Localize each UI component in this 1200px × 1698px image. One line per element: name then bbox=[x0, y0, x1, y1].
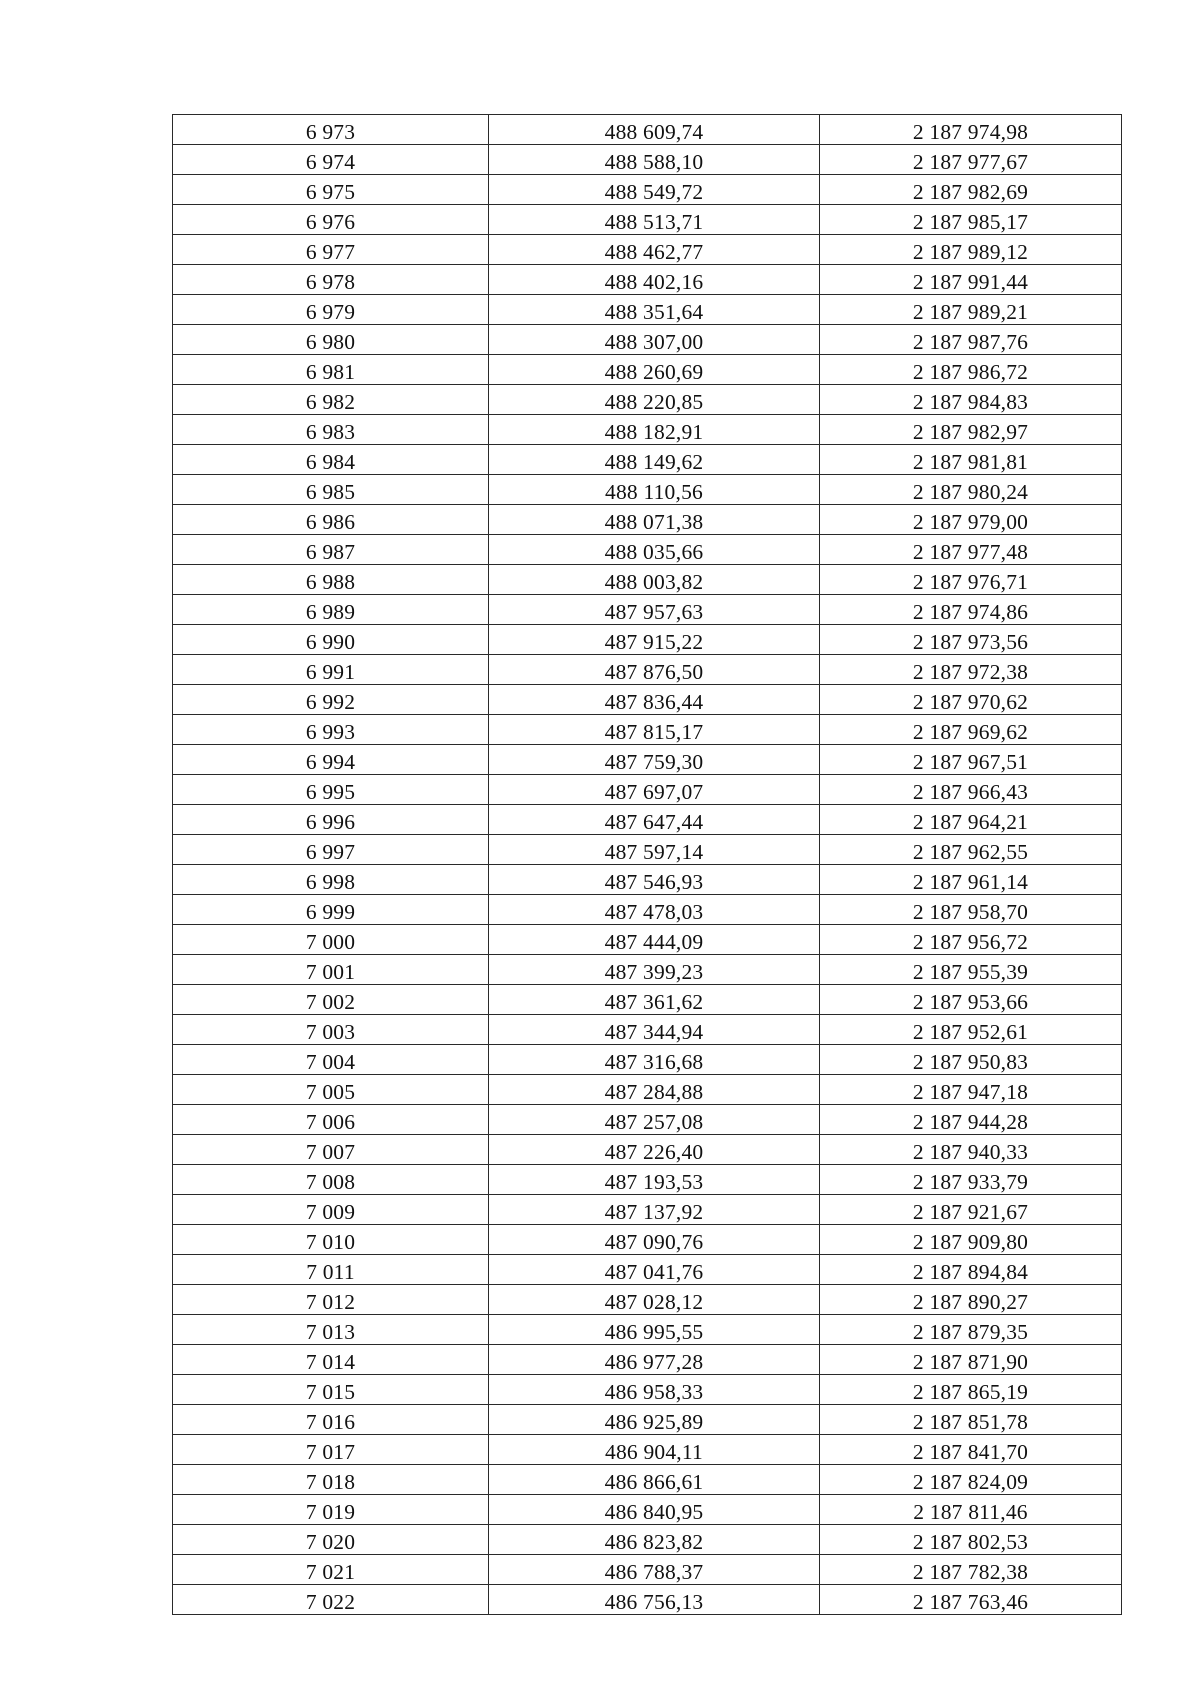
point-number-cell: 6 996 bbox=[173, 805, 489, 835]
point-number-cell: 6 999 bbox=[173, 895, 489, 925]
x-coordinate-cell: 487 836,44 bbox=[489, 685, 820, 715]
y-coordinate-cell: 2 187 987,76 bbox=[820, 325, 1122, 355]
x-coordinate-cell: 486 958,33 bbox=[489, 1375, 820, 1405]
table-row bbox=[173, 1495, 1122, 1525]
table-row bbox=[173, 1195, 1122, 1225]
point-number-cell: 7 006 bbox=[173, 1105, 489, 1135]
x-coordinate-cell: 488 588,10 bbox=[489, 145, 820, 175]
x-coordinate-cell: 487 444,09 bbox=[489, 925, 820, 955]
x-coordinate-cell: 487 316,68 bbox=[489, 1045, 820, 1075]
table-row bbox=[173, 1315, 1122, 1345]
point-number-cell: 6 992 bbox=[173, 685, 489, 715]
y-coordinate-cell: 2 187 879,35 bbox=[820, 1315, 1122, 1345]
table-row bbox=[173, 355, 1122, 385]
y-coordinate-cell: 2 187 980,24 bbox=[820, 475, 1122, 505]
table-row bbox=[173, 205, 1122, 235]
y-coordinate-cell: 2 187 977,48 bbox=[820, 535, 1122, 565]
table-row bbox=[173, 1405, 1122, 1435]
y-coordinate-cell: 2 187 841,70 bbox=[820, 1435, 1122, 1465]
y-coordinate-cell: 2 187 974,98 bbox=[820, 115, 1122, 145]
x-coordinate-cell: 487 284,88 bbox=[489, 1075, 820, 1105]
y-coordinate-cell: 2 187 909,80 bbox=[820, 1225, 1122, 1255]
table-row bbox=[173, 1285, 1122, 1315]
table-row bbox=[173, 745, 1122, 775]
point-number-cell: 7 008 bbox=[173, 1165, 489, 1195]
point-number-cell: 6 986 bbox=[173, 505, 489, 535]
y-coordinate-cell: 2 187 824,09 bbox=[820, 1465, 1122, 1495]
x-coordinate-cell: 486 788,37 bbox=[489, 1555, 820, 1585]
x-coordinate-cell: 488 110,56 bbox=[489, 475, 820, 505]
table-row bbox=[173, 1555, 1122, 1585]
y-coordinate-cell: 2 187 871,90 bbox=[820, 1345, 1122, 1375]
x-coordinate-cell: 486 756,13 bbox=[489, 1585, 820, 1615]
table-row bbox=[173, 1105, 1122, 1135]
y-coordinate-cell: 2 187 976,71 bbox=[820, 565, 1122, 595]
x-coordinate-cell: 486 840,95 bbox=[489, 1495, 820, 1525]
table-row bbox=[173, 535, 1122, 565]
point-number-cell: 6 987 bbox=[173, 535, 489, 565]
y-coordinate-cell: 2 187 865,19 bbox=[820, 1375, 1122, 1405]
x-coordinate-cell: 487 876,50 bbox=[489, 655, 820, 685]
point-number-cell: 7 005 bbox=[173, 1075, 489, 1105]
y-coordinate-cell: 2 187 851,78 bbox=[820, 1405, 1122, 1435]
x-coordinate-cell: 486 904,11 bbox=[489, 1435, 820, 1465]
point-number-cell: 6 991 bbox=[173, 655, 489, 685]
y-coordinate-cell: 2 187 961,14 bbox=[820, 865, 1122, 895]
table-row bbox=[173, 175, 1122, 205]
y-coordinate-cell: 2 187 950,83 bbox=[820, 1045, 1122, 1075]
y-coordinate-cell: 2 187 890,27 bbox=[820, 1285, 1122, 1315]
x-coordinate-cell: 486 866,61 bbox=[489, 1465, 820, 1495]
table-row bbox=[173, 295, 1122, 325]
y-coordinate-cell: 2 187 966,43 bbox=[820, 775, 1122, 805]
point-number-cell: 7 004 bbox=[173, 1045, 489, 1075]
x-coordinate-cell: 487 028,12 bbox=[489, 1285, 820, 1315]
table-row bbox=[173, 1015, 1122, 1045]
point-number-cell: 7 002 bbox=[173, 985, 489, 1015]
table-row bbox=[173, 1375, 1122, 1405]
point-number-cell: 6 982 bbox=[173, 385, 489, 415]
x-coordinate-cell: 487 815,17 bbox=[489, 715, 820, 745]
x-coordinate-cell: 487 915,22 bbox=[489, 625, 820, 655]
y-coordinate-cell: 2 187 985,17 bbox=[820, 205, 1122, 235]
table-row bbox=[173, 1045, 1122, 1075]
x-coordinate-cell: 487 193,53 bbox=[489, 1165, 820, 1195]
x-coordinate-cell: 488 609,74 bbox=[489, 115, 820, 145]
x-coordinate-cell: 487 597,14 bbox=[489, 835, 820, 865]
point-number-cell: 6 995 bbox=[173, 775, 489, 805]
table-row bbox=[173, 1255, 1122, 1285]
y-coordinate-cell: 2 187 981,81 bbox=[820, 445, 1122, 475]
table-row bbox=[173, 655, 1122, 685]
x-coordinate-cell: 487 957,63 bbox=[489, 595, 820, 625]
y-coordinate-cell: 2 187 979,00 bbox=[820, 505, 1122, 535]
y-coordinate-cell: 2 187 921,67 bbox=[820, 1195, 1122, 1225]
x-coordinate-cell: 487 546,93 bbox=[489, 865, 820, 895]
y-coordinate-cell: 2 187 989,21 bbox=[820, 295, 1122, 325]
x-coordinate-cell: 488 462,77 bbox=[489, 235, 820, 265]
table-row bbox=[173, 1225, 1122, 1255]
x-coordinate-cell: 488 260,69 bbox=[489, 355, 820, 385]
point-number-cell: 6 974 bbox=[173, 145, 489, 175]
point-number-cell: 7 018 bbox=[173, 1465, 489, 1495]
y-coordinate-cell: 2 187 894,84 bbox=[820, 1255, 1122, 1285]
x-coordinate-cell: 487 478,03 bbox=[489, 895, 820, 925]
y-coordinate-cell: 2 187 986,72 bbox=[820, 355, 1122, 385]
point-number-cell: 6 997 bbox=[173, 835, 489, 865]
table-row bbox=[173, 1435, 1122, 1465]
point-number-cell: 6 990 bbox=[173, 625, 489, 655]
point-number-cell: 6 976 bbox=[173, 205, 489, 235]
y-coordinate-cell: 2 187 953,66 bbox=[820, 985, 1122, 1015]
point-number-cell: 7 007 bbox=[173, 1135, 489, 1165]
y-coordinate-cell: 2 187 972,38 bbox=[820, 655, 1122, 685]
x-coordinate-cell: 488 351,64 bbox=[489, 295, 820, 325]
y-coordinate-cell: 2 187 964,21 bbox=[820, 805, 1122, 835]
point-number-cell: 7 020 bbox=[173, 1525, 489, 1555]
x-coordinate-cell: 488 071,38 bbox=[489, 505, 820, 535]
table-row bbox=[173, 715, 1122, 745]
table-row bbox=[173, 145, 1122, 175]
point-number-cell: 6 998 bbox=[173, 865, 489, 895]
point-number-cell: 7 016 bbox=[173, 1405, 489, 1435]
point-number-cell: 6 983 bbox=[173, 415, 489, 445]
table-row bbox=[173, 1135, 1122, 1165]
y-coordinate-cell: 2 187 982,69 bbox=[820, 175, 1122, 205]
coordinates-table-body bbox=[173, 115, 1122, 1615]
point-number-cell: 6 981 bbox=[173, 355, 489, 385]
point-number-cell: 7 009 bbox=[173, 1195, 489, 1225]
y-coordinate-cell: 2 187 933,79 bbox=[820, 1165, 1122, 1195]
y-coordinate-cell: 2 187 802,53 bbox=[820, 1525, 1122, 1555]
table-row bbox=[173, 1345, 1122, 1375]
table-row bbox=[173, 955, 1122, 985]
point-number-cell: 6 984 bbox=[173, 445, 489, 475]
point-number-cell: 7 012 bbox=[173, 1285, 489, 1315]
x-coordinate-cell: 487 226,40 bbox=[489, 1135, 820, 1165]
y-coordinate-cell: 2 187 984,83 bbox=[820, 385, 1122, 415]
y-coordinate-cell: 2 187 958,70 bbox=[820, 895, 1122, 925]
point-number-cell: 7 000 bbox=[173, 925, 489, 955]
point-number-cell: 7 014 bbox=[173, 1345, 489, 1375]
table-row bbox=[173, 1075, 1122, 1105]
table-row bbox=[173, 805, 1122, 835]
point-number-cell: 7 011 bbox=[173, 1255, 489, 1285]
point-number-cell: 6 977 bbox=[173, 235, 489, 265]
table-row bbox=[173, 475, 1122, 505]
x-coordinate-cell: 487 399,23 bbox=[489, 955, 820, 985]
y-coordinate-cell: 2 187 974,86 bbox=[820, 595, 1122, 625]
x-coordinate-cell: 486 995,55 bbox=[489, 1315, 820, 1345]
table-row bbox=[173, 235, 1122, 265]
x-coordinate-cell: 487 137,92 bbox=[489, 1195, 820, 1225]
point-number-cell: 6 980 bbox=[173, 325, 489, 355]
x-coordinate-cell: 486 823,82 bbox=[489, 1525, 820, 1555]
table-row bbox=[173, 835, 1122, 865]
point-number-cell: 7 015 bbox=[173, 1375, 489, 1405]
point-number-cell: 6 985 bbox=[173, 475, 489, 505]
y-coordinate-cell: 2 187 956,72 bbox=[820, 925, 1122, 955]
point-number-cell: 6 973 bbox=[173, 115, 489, 145]
point-number-cell: 7 022 bbox=[173, 1585, 489, 1615]
y-coordinate-cell: 2 187 944,28 bbox=[820, 1105, 1122, 1135]
y-coordinate-cell: 2 187 991,44 bbox=[820, 265, 1122, 295]
point-number-cell: 6 988 bbox=[173, 565, 489, 595]
table-row bbox=[173, 415, 1122, 445]
coordinates-table bbox=[172, 114, 1122, 1615]
x-coordinate-cell: 488 182,91 bbox=[489, 415, 820, 445]
x-coordinate-cell: 488 035,66 bbox=[489, 535, 820, 565]
y-coordinate-cell: 2 187 982,97 bbox=[820, 415, 1122, 445]
y-coordinate-cell: 2 187 970,62 bbox=[820, 685, 1122, 715]
x-coordinate-cell: 487 647,44 bbox=[489, 805, 820, 835]
y-coordinate-cell: 2 187 955,39 bbox=[820, 955, 1122, 985]
point-number-cell: 6 978 bbox=[173, 265, 489, 295]
table-row bbox=[173, 925, 1122, 955]
x-coordinate-cell: 486 925,89 bbox=[489, 1405, 820, 1435]
table-row bbox=[173, 445, 1122, 475]
x-coordinate-cell: 487 697,07 bbox=[489, 775, 820, 805]
y-coordinate-cell: 2 187 989,12 bbox=[820, 235, 1122, 265]
x-coordinate-cell: 487 361,62 bbox=[489, 985, 820, 1015]
y-coordinate-cell: 2 187 973,56 bbox=[820, 625, 1122, 655]
point-number-cell: 6 993 bbox=[173, 715, 489, 745]
point-number-cell: 6 979 bbox=[173, 295, 489, 325]
point-number-cell: 6 975 bbox=[173, 175, 489, 205]
y-coordinate-cell: 2 187 811,46 bbox=[820, 1495, 1122, 1525]
point-number-cell: 7 019 bbox=[173, 1495, 489, 1525]
y-coordinate-cell: 2 187 967,51 bbox=[820, 745, 1122, 775]
y-coordinate-cell: 2 187 940,33 bbox=[820, 1135, 1122, 1165]
table-row bbox=[173, 325, 1122, 355]
y-coordinate-cell: 2 187 782,38 bbox=[820, 1555, 1122, 1585]
point-number-cell: 6 989 bbox=[173, 595, 489, 625]
x-coordinate-cell: 488 220,85 bbox=[489, 385, 820, 415]
y-coordinate-cell: 2 187 962,55 bbox=[820, 835, 1122, 865]
table-row bbox=[173, 595, 1122, 625]
y-coordinate-cell: 2 187 763,46 bbox=[820, 1585, 1122, 1615]
table-row bbox=[173, 895, 1122, 925]
x-coordinate-cell: 488 149,62 bbox=[489, 445, 820, 475]
point-number-cell: 7 003 bbox=[173, 1015, 489, 1045]
table-row bbox=[173, 505, 1122, 535]
x-coordinate-cell: 488 003,82 bbox=[489, 565, 820, 595]
x-coordinate-cell: 487 344,94 bbox=[489, 1015, 820, 1045]
table-row bbox=[173, 1525, 1122, 1555]
table-row bbox=[173, 115, 1122, 145]
point-number-cell: 7 013 bbox=[173, 1315, 489, 1345]
table-row bbox=[173, 1465, 1122, 1495]
table-row bbox=[173, 565, 1122, 595]
x-coordinate-cell: 487 759,30 bbox=[489, 745, 820, 775]
y-coordinate-cell: 2 187 969,62 bbox=[820, 715, 1122, 745]
point-number-cell: 6 994 bbox=[173, 745, 489, 775]
point-number-cell: 7 021 bbox=[173, 1555, 489, 1585]
x-coordinate-cell: 488 549,72 bbox=[489, 175, 820, 205]
point-number-cell: 7 001 bbox=[173, 955, 489, 985]
y-coordinate-cell: 2 187 952,61 bbox=[820, 1015, 1122, 1045]
table-row bbox=[173, 625, 1122, 655]
point-number-cell: 7 010 bbox=[173, 1225, 489, 1255]
x-coordinate-cell: 486 977,28 bbox=[489, 1345, 820, 1375]
x-coordinate-cell: 487 041,76 bbox=[489, 1255, 820, 1285]
table-row bbox=[173, 1585, 1122, 1615]
table-row bbox=[173, 685, 1122, 715]
table-row bbox=[173, 1165, 1122, 1195]
table-row bbox=[173, 385, 1122, 415]
x-coordinate-cell: 488 513,71 bbox=[489, 205, 820, 235]
table-row bbox=[173, 865, 1122, 895]
x-coordinate-cell: 487 257,08 bbox=[489, 1105, 820, 1135]
x-coordinate-cell: 488 307,00 bbox=[489, 325, 820, 355]
x-coordinate-cell: 488 402,16 bbox=[489, 265, 820, 295]
x-coordinate-cell: 487 090,76 bbox=[489, 1225, 820, 1255]
table-row bbox=[173, 775, 1122, 805]
table-row bbox=[173, 265, 1122, 295]
table-row bbox=[173, 985, 1122, 1015]
y-coordinate-cell: 2 187 977,67 bbox=[820, 145, 1122, 175]
y-coordinate-cell: 2 187 947,18 bbox=[820, 1075, 1122, 1105]
point-number-cell: 7 017 bbox=[173, 1435, 489, 1465]
